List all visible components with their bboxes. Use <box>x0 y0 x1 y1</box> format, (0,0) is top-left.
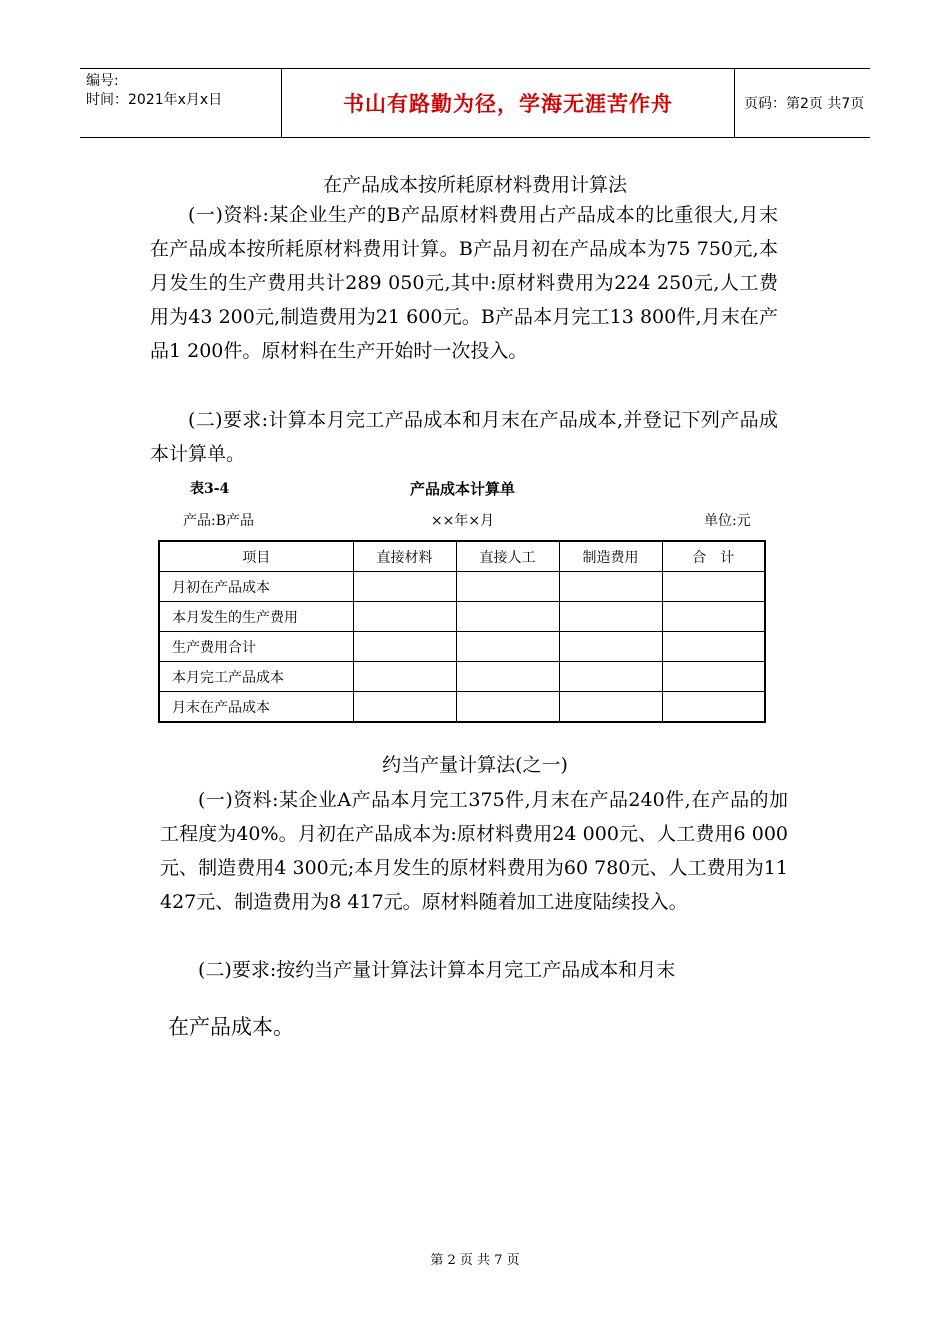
section1-requirement: (二)要求:计算本月完工产品成本和月末在产品成本,并登记下列产品成本计算单。 <box>150 409 778 465</box>
table-date: ××年×月 <box>430 513 495 529</box>
row-label: 月末在产品成本 <box>159 692 353 723</box>
section2-title: 约当产量计算法(之一) <box>382 754 568 776</box>
header-cell: 合 计 <box>662 541 765 572</box>
table-cell <box>662 602 765 632</box>
table-cell <box>353 692 456 723</box>
table-cell <box>456 572 559 602</box>
table-cell <box>456 632 559 662</box>
table-label: 表3-4 <box>190 481 230 497</box>
table-cell <box>662 572 765 602</box>
table-row <box>159 632 765 662</box>
page-header <box>80 68 870 138</box>
row-label: 本月发生的生产费用 <box>159 602 353 632</box>
row-label: 月初在产品成本 <box>159 572 353 602</box>
table-cell <box>456 662 559 692</box>
table-cell <box>456 602 559 632</box>
table-cell <box>662 662 765 692</box>
row-label: 生产费用合计 <box>159 632 353 662</box>
row-label: 本月完工产品成本 <box>159 662 353 692</box>
time-label: 时间：2021年x月x日 <box>86 92 223 108</box>
table-cell <box>456 692 559 723</box>
header-cell: 直接材料 <box>353 541 456 572</box>
table-cell <box>559 602 662 632</box>
table-cell <box>559 692 662 723</box>
section2-material: (一)资料:某企业A产品本月完工375件,月末在产品240件,在产品的加工程度为40%。月初在产品成本为:原材料费用24 000元、人工费用6 000元、制造费用4 300元;本月发生的原材料费用为60 780元、人工费用为11 427元、制造费用为8 417元。原材料随着加工进度陆续投入。 <box>160 789 788 913</box>
page-footer: 第 2 页 共 7 页 <box>430 1253 520 1268</box>
table-row <box>159 692 765 723</box>
table-cell <box>662 632 765 662</box>
header-motto-cell <box>282 69 735 137</box>
table-cell <box>662 692 765 723</box>
table-unit: 单位:元 <box>704 513 751 529</box>
section1-material: (一)资料:某企业生产的B产品原材料费用占产品成本的比重很大,月末在产品成本按所耗原材料费用计算。B产品月初在产品成本为75 750元,本月发生的生产费用共计289 050元,其中:原材料费用为224 250元,人工费用为43 200元,制造费用为21 600元。B产品本月完工13 800件,月末在产品1 200件。原材料在生产开始时一次投入。 <box>150 204 778 362</box>
table-row <box>159 662 765 692</box>
table-cell <box>353 602 456 632</box>
motto: 书山有路勤为径，学海无涯苦作舟 <box>343 92 673 116</box>
table-cell <box>559 632 662 662</box>
section2-requirement: (二)要求:按约当产量计算法计算本月完工产品成本和月末 <box>198 959 676 981</box>
section1-title: 在产品成本按所耗原材料费用计算法 <box>322 174 627 196</box>
table-row <box>159 572 765 602</box>
header-meta <box>80 69 282 137</box>
header-cell: 项目 <box>159 541 353 572</box>
header-cell: 直接人工 <box>456 541 559 572</box>
table-cell <box>353 632 456 662</box>
section2-requirement-tail: 在产品成本。 <box>168 1015 294 1039</box>
number-label: 编号: <box>86 73 119 89</box>
table-row <box>159 602 765 632</box>
page-number-label: 页码：第2页 共7页 <box>744 96 865 112</box>
table-cell <box>559 662 662 692</box>
table-header-row <box>159 541 765 572</box>
table-cell <box>353 662 456 692</box>
table-product: 产品:B产品 <box>183 513 255 529</box>
table-cell <box>559 572 662 602</box>
header-cell: 制造费用 <box>559 541 662 572</box>
table-cell <box>353 572 456 602</box>
cost-table <box>158 540 766 723</box>
table-title: 产品成本计算单 <box>409 480 515 498</box>
